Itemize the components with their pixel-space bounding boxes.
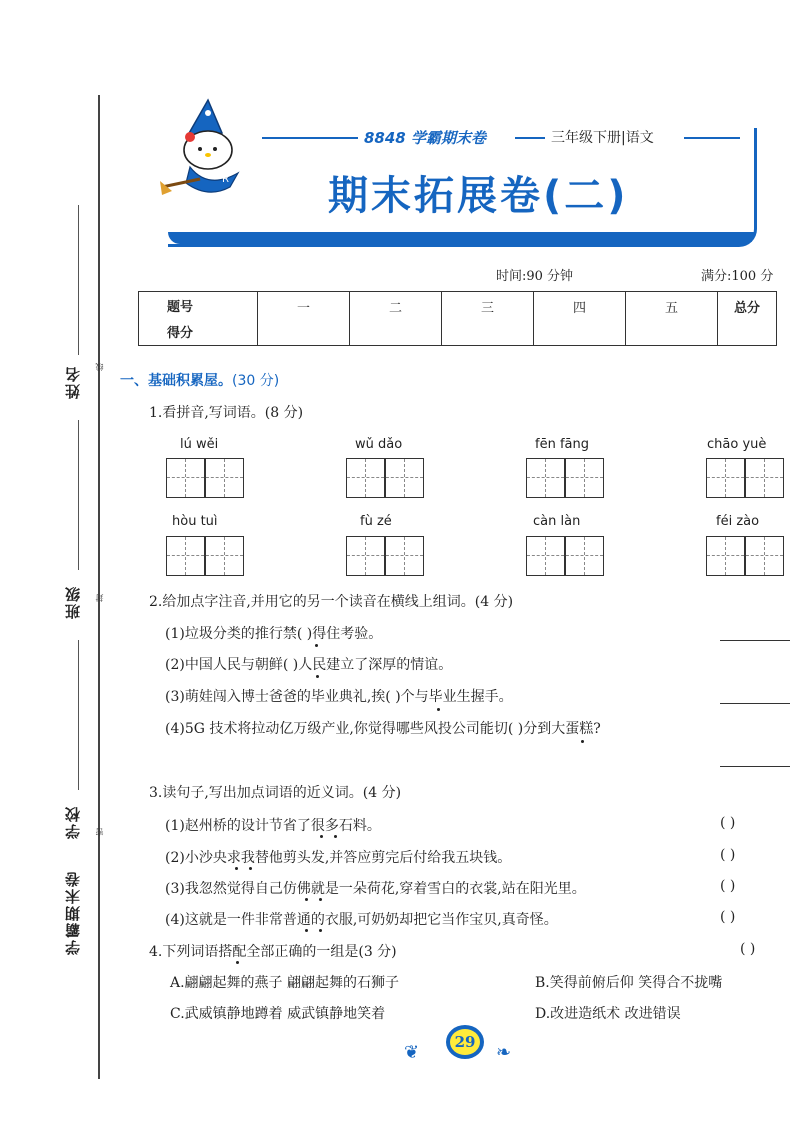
- pinyin-2: wǔ dǎo: [355, 437, 403, 452]
- header-rule-mid: [515, 137, 545, 139]
- writing-box-2[interactable]: [346, 458, 424, 498]
- q2-item-4: (4)5G 技术将拉动亿万级产业,你觉得哪些风投公司能切( )分到大蛋糕?: [165, 721, 601, 737]
- emphasis-dot: [319, 929, 322, 932]
- seal-mark-feng: 封: [95, 594, 104, 602]
- q2-item-1: (1)垃圾分类的推行禁( )得住考验。: [165, 626, 383, 642]
- q3-item-3: (3)我忽然觉得自己仿佛就是一朵荷花,穿着雪白的衣裳,站在阳光里。: [165, 881, 586, 897]
- header-rule-left: [262, 137, 358, 139]
- pinyin-5: hòu tuì: [172, 514, 218, 529]
- time-limit: 时间:90 分钟: [496, 269, 574, 284]
- section-1-title: 一、基础积累屋。(30 分): [120, 373, 280, 389]
- emphasis-dot: [236, 961, 239, 964]
- brand-label: 学霸期末卷: [64, 870, 82, 955]
- q3-answer-2[interactable]: ( ): [720, 847, 736, 863]
- class-label: 班级: [64, 585, 82, 619]
- q4-stem: 4.下列词语搭配全部正确的一组是(3 分): [149, 944, 397, 960]
- score-row-label: 得分: [139, 319, 258, 346]
- header-banner-bottom: [168, 232, 754, 244]
- writing-box-7[interactable]: [526, 536, 604, 576]
- score-table: [138, 291, 777, 346]
- q3-answer-4[interactable]: ( ): [720, 909, 736, 925]
- kitty-witch-mascot: [160, 95, 260, 205]
- q2-stem: 2.给加点字注音,并用它的另一个读音在横线上组词。(4 分): [149, 594, 514, 610]
- seal-mark-mi: 密: [95, 828, 104, 836]
- emphasis-dot: [334, 835, 337, 838]
- score-col-5: 五: [626, 292, 718, 346]
- pinyin-1: lú wěi: [180, 437, 219, 452]
- school-label: 学校: [64, 805, 82, 839]
- name-label: 姓名: [64, 365, 82, 399]
- score-col-3: 三: [442, 292, 534, 346]
- q3-answer-3[interactable]: ( ): [720, 878, 736, 894]
- writing-box-8[interactable]: [706, 536, 784, 576]
- emphasis-dot: [319, 898, 322, 901]
- emphasis-dot: [581, 740, 584, 743]
- emphasis-dot: [320, 835, 323, 838]
- emphasis-dot: [235, 867, 238, 870]
- q4-option-a: A.翩翩起舞的燕子 翩翩起舞的石狮子: [170, 975, 400, 991]
- emphasis-dot: [315, 644, 318, 647]
- q2-item-2: (2)中国人民与朝鲜( )人民建立了深厚的情谊。: [165, 657, 453, 673]
- emphasis-dot: [437, 708, 440, 711]
- q2-answer-line-3[interactable]: [720, 766, 790, 767]
- page-title: 期末拓展卷(二): [328, 173, 629, 219]
- pinyin-4: chāo yuè: [707, 437, 767, 452]
- q2-answer-line-1[interactable]: [720, 640, 790, 641]
- sprig-right-icon: ❧: [496, 1042, 512, 1063]
- sprig-left-icon: ❦: [404, 1042, 420, 1063]
- emphasis-dot: [305, 929, 308, 932]
- score-col-1: 一: [258, 292, 350, 346]
- q2-answer-line-2[interactable]: [720, 703, 790, 704]
- seal-mark-xian: 线: [95, 363, 104, 371]
- binding-line: [98, 95, 100, 1079]
- emphasis-dot: [316, 675, 319, 678]
- svg-text:R: R: [222, 174, 229, 185]
- q3-item-4: (4)这就是一件非常普通的衣服,可奶奶却把它当作宝贝,真奇怪。: [165, 912, 558, 928]
- header-rule-right: [684, 137, 740, 139]
- q4-option-b: B.笑得前俯后仰 笑得合不拢嘴: [535, 975, 723, 991]
- name-line: [78, 205, 79, 355]
- emphasis-dot: [305, 898, 308, 901]
- pinyin-3: fēn fāng: [535, 437, 589, 452]
- q3-item-2: (2)小沙央求我替他剪头发,并答应剪完后付给我五块钱。: [165, 850, 512, 866]
- class-line: [78, 420, 79, 570]
- writing-box-4[interactable]: [706, 458, 784, 498]
- score-col-2: 二: [350, 292, 442, 346]
- score-table-header-label: 题号: [139, 292, 258, 319]
- q1-stem: 1.看拼音,写词语。(8 分): [149, 405, 304, 421]
- school-line: [78, 640, 79, 790]
- pinyin-7: càn làn: [533, 514, 581, 529]
- writing-box-3[interactable]: [526, 458, 604, 498]
- pinyin-8: féi zào: [716, 514, 760, 529]
- q4-answer[interactable]: ( ): [740, 941, 756, 957]
- writing-box-1[interactable]: [166, 458, 244, 498]
- pinyin-6: fù zé: [360, 514, 392, 529]
- writing-box-6[interactable]: [346, 536, 424, 576]
- page-number: 29: [450, 1029, 480, 1055]
- q2-item-3: (3)萌娃闯入博士爸爸的毕业典礼,挨( )个与毕业生握手。: [165, 689, 513, 705]
- score-col-4: 四: [534, 292, 626, 346]
- q3-item-1: (1)赵州桥的设计节省了很多石料。: [165, 818, 381, 834]
- q4-option-d: D.改进造纸术 改进错误: [535, 1006, 681, 1022]
- series-name: 8848 学霸期末卷: [364, 129, 486, 147]
- emphasis-dot: [249, 867, 252, 870]
- full-score: 满分:100 分: [701, 269, 774, 284]
- q3-answer-1[interactable]: ( ): [720, 815, 736, 831]
- q3-stem: 3.读句子,写出加点词语的近义词。(4 分): [149, 785, 402, 801]
- writing-box-5[interactable]: [166, 536, 244, 576]
- grade-subject: 三年级下册|语文: [551, 130, 654, 146]
- score-col-total: 总分: [718, 292, 777, 346]
- q4-option-c: C.武威镇静地蹲着 威武镇静地笑着: [170, 1006, 386, 1022]
